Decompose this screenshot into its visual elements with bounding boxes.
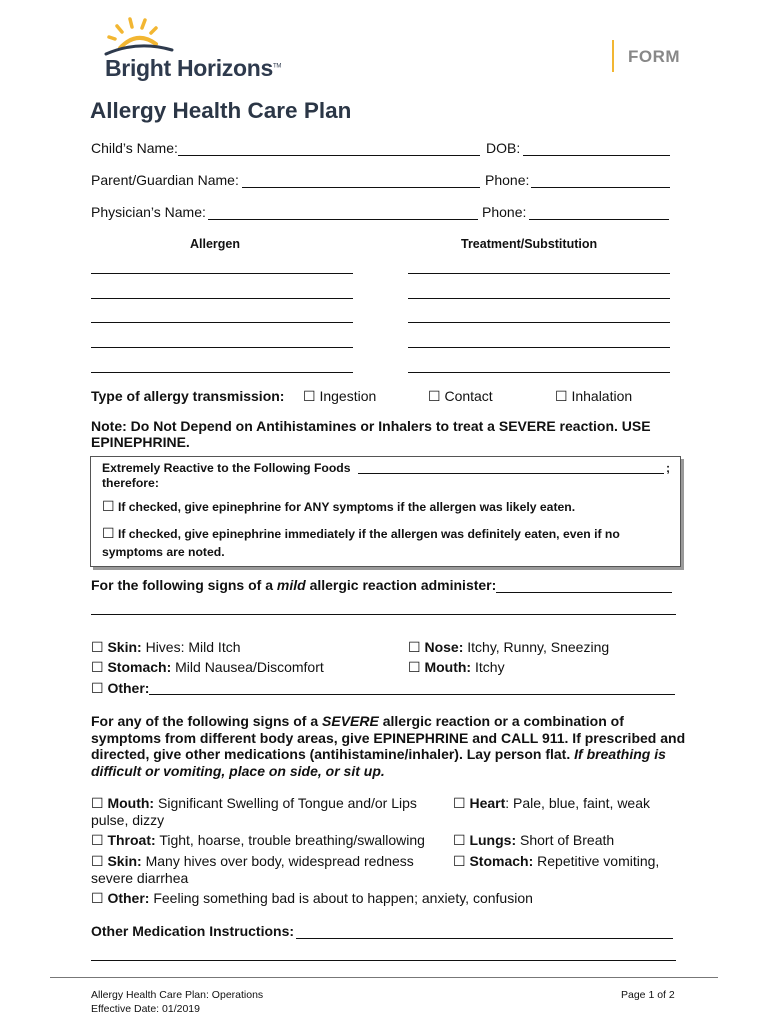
checkbox-icon[interactable]: ☐	[408, 659, 421, 675]
severe-line-4: difficult or vomiting, place on side, or sit up.	[91, 763, 385, 779]
inhalation-option[interactable]: ☐ Inhalation	[555, 388, 633, 404]
form-label: FORM	[628, 47, 681, 66]
allergen-line[interactable]	[91, 273, 353, 274]
treatment-line[interactable]	[408, 273, 670, 274]
checkbox-icon[interactable]: ☐	[102, 525, 115, 541]
child-name-label: Child’s Name:	[91, 140, 178, 156]
severe-stomach-item[interactable]: ☐ Stomach: Repetitive vomiting,	[453, 853, 660, 869]
transmission-label: Type of allergy transmission:	[91, 388, 285, 404]
checkbox-icon[interactable]: ☐	[91, 832, 104, 848]
mild-administer-field[interactable]	[496, 592, 672, 593]
treatment-line[interactable]	[408, 372, 670, 373]
physician-name-label: Physician’s Name:	[91, 204, 206, 220]
dob-field[interactable]	[523, 155, 670, 156]
severe-other-item[interactable]: ☐ Other: Feeling something bad is about to happen; anxiety, confusion	[91, 890, 533, 906]
footer-effective-date: Effective Date: 01/2019	[91, 1003, 200, 1015]
parent-name-field[interactable]	[242, 187, 480, 188]
foods-line-end: ;	[666, 461, 671, 475]
allergen-column-header: Allergen	[190, 237, 241, 251]
mild-other-field[interactable]	[149, 694, 675, 695]
checkbox-icon[interactable]: ☐	[91, 659, 104, 675]
therefore-label: therefore:	[102, 476, 159, 490]
other-medication-label: Other Medication Instructions:	[91, 923, 295, 939]
treatment-line[interactable]	[408, 347, 670, 348]
contact-option[interactable]: ☐ Contact	[428, 388, 493, 404]
epinephrine-immediate-check[interactable]: ☐ If checked, give epinephrine immediately if the allergen was definitely eaten, even if no	[102, 525, 620, 541]
mild-reaction-heading: For the following signs of a mild allergic reaction administer:	[91, 577, 497, 593]
checkbox-icon[interactable]: ☐	[91, 795, 104, 811]
severe-skin-item[interactable]: ☐ Skin: Many hives over body, widespread redness	[91, 853, 414, 869]
child-name-field[interactable]	[178, 155, 480, 156]
foods-field[interactable]	[358, 473, 664, 474]
mild-stomach-item[interactable]: ☐ Stomach: Mild Nausea/Discomfort	[91, 659, 324, 675]
allergen-line[interactable]	[91, 298, 353, 299]
note-line-2: EPINEPHRINE.	[91, 434, 190, 450]
severe-stomach-cont: severe diarrhea	[91, 870, 189, 886]
checkbox-icon[interactable]: ☐	[408, 639, 421, 655]
checkbox-icon[interactable]: ☐	[91, 853, 104, 869]
logo-wordmark: Bright Horizons™	[105, 55, 282, 81]
physician-phone-field[interactable]	[529, 219, 669, 220]
checkbox-icon[interactable]: ☐	[102, 498, 115, 514]
other-medication-field-2[interactable]	[91, 960, 676, 961]
mild-mouth-item[interactable]: ☐ Mouth: Itchy	[408, 659, 505, 675]
checkbox-icon[interactable]: ☐	[555, 388, 568, 404]
severe-line-3: directed, give other medications (antihistamine/inhaler). Lay person flat. If breathing is	[91, 746, 666, 762]
severe-mouth-item[interactable]: ☐ Mouth: Significant Swelling of Tongue and/or Lips	[91, 795, 417, 811]
physician-name-field[interactable]	[208, 219, 478, 220]
ingestion-option[interactable]: ☐ Ingestion	[303, 388, 377, 404]
mild-nose-item[interactable]: ☐ Nose: Itchy, Runny, Sneezing	[408, 639, 610, 655]
footer-page-number: Page 1 of 2	[621, 989, 675, 1001]
allergen-line[interactable]	[91, 347, 353, 348]
page-title: Allergy Health Care Plan	[90, 98, 352, 123]
physician-phone-label: Phone:	[482, 204, 527, 220]
epinephrine-immediate-cont: symptoms are noted.	[102, 545, 225, 559]
parent-phone-field[interactable]	[531, 187, 670, 188]
severe-throat-item[interactable]: ☐ Throat: Tight, hoarse, trouble breathing/swallowing	[91, 832, 425, 848]
bright-horizons-logo-sun-icon	[100, 14, 175, 56]
severe-line-2: symptoms from different body areas, give EPINEPHRINE and CALL 911. If prescribed and	[91, 730, 686, 746]
mild-skin-item[interactable]: ☐ Skin: Hives: Mild Itch	[91, 639, 241, 655]
epinephrine-any-check[interactable]: ☐ If checked, give epinephrine for ANY symptoms if the allergen was likely eaten.	[102, 498, 576, 514]
checkbox-icon[interactable]: ☐	[428, 388, 441, 404]
checkbox-icon[interactable]: ☐	[453, 853, 466, 869]
severe-lungs-item[interactable]: ☐ Lungs: Short of Breath	[453, 832, 615, 848]
checkbox-icon[interactable]: ☐	[453, 795, 466, 811]
mild-other-item[interactable]: ☐ Other:	[91, 680, 150, 696]
other-medication-field[interactable]	[296, 938, 673, 939]
footer-divider	[50, 977, 718, 978]
checkbox-icon[interactable]: ☐	[91, 639, 104, 655]
allergen-line[interactable]	[91, 372, 353, 373]
checkbox-icon[interactable]: ☐	[453, 832, 466, 848]
checkbox-icon[interactable]: ☐	[303, 388, 316, 404]
parent-name-label: Parent/Guardian Name:	[91, 172, 239, 188]
treatment-column-header: Treatment/Substitution	[461, 237, 598, 251]
form-accent-bar	[612, 40, 614, 72]
note-line-1: Note: Do Not Depend on Antihistamines or Inhalers to treat a SEVERE reaction. USE	[91, 418, 651, 434]
parent-phone-label: Phone:	[485, 172, 530, 188]
footer-doc-name: Allergy Health Care Plan: Operations	[91, 989, 264, 1001]
checkbox-icon[interactable]: ☐	[91, 890, 104, 906]
foods-line: Extremely Reactive to the Following Foods	[102, 461, 351, 475]
allergen-line[interactable]	[91, 322, 353, 323]
dob-label: DOB:	[486, 140, 521, 156]
severe-heart-item[interactable]: ☐ Heart: Pale, blue, faint, weak	[453, 795, 651, 811]
checkbox-icon[interactable]: ☐	[91, 680, 104, 696]
severe-heart-cont: pulse, dizzy	[91, 812, 165, 828]
mild-administer-field-2[interactable]	[91, 614, 676, 615]
severe-line-1: For any of the following signs of a SEVERE allergic reaction or a combination of	[91, 713, 624, 729]
treatment-line[interactable]	[408, 298, 670, 299]
treatment-line[interactable]	[408, 322, 670, 323]
